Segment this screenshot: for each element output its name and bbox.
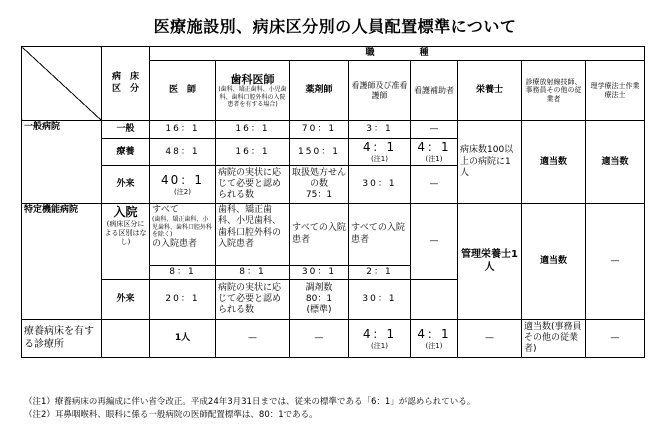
tokutei-nyuin-pharmacist: 30：1 [290, 266, 349, 280]
general-ryoyo-nurse-note: (注1) [371, 155, 388, 164]
tokutei-nyuin-physician-pre: すべて [152, 205, 179, 215]
general-gairai-dentist: 病院の実状に応じて必要と認められる数 [216, 166, 290, 204]
header-dentist-note: (歯科、矯正歯科、小児歯科、歯科口腔外科の入院患者を有する場合) [218, 86, 287, 109]
clinic-dentist: — [216, 320, 290, 358]
tokutei-gairai-pharmacist [290, 280, 349, 320]
tokutei-gairai-dentist: 病院の実状に応じて必要と認められる数 [216, 280, 290, 320]
clinic-nurse [349, 320, 411, 358]
general-hospital-label: 一般病院 [22, 121, 102, 204]
general-ippan-dentist: 16：1 [216, 121, 290, 139]
tokutei-nyuin-physician-post: の入院患者 [152, 238, 198, 249]
general-ippan-assistant: — [411, 121, 458, 139]
tokutei-nyuin-physician: 8：1 [150, 266, 216, 280]
clinic-nurse-note: (注1) [371, 341, 388, 350]
staffing-table [21, 46, 645, 358]
header-bed-category: 病 床 区 分 [102, 47, 150, 121]
general-gairai-physician [150, 166, 216, 204]
header-physician: 医 師 [150, 61, 216, 121]
tokutei-nyuin-pharmacist-desc: すべての入院患者 [290, 204, 349, 266]
general-gairai-pharmacist-label: 取扱処方せんの数 [292, 167, 347, 189]
clinic-category-empty [102, 320, 150, 358]
tokutei-dietitian: 管理栄養士1人 [458, 204, 522, 320]
general-ryoyo-nurse [349, 139, 411, 166]
general-gairai-label: 外来 [102, 166, 150, 204]
corner-cell [22, 47, 102, 121]
tokutei-gairai-nurse: 30：1 [349, 280, 411, 320]
general-gairai-pharmacist-ratio: 75：1 [305, 190, 333, 201]
general-ippan-nurse: 3：1 [349, 121, 411, 139]
clinic-pharmacist: — [290, 320, 349, 358]
general-therapist: 適当数 [586, 121, 645, 204]
tokutei-therapist: — [586, 204, 645, 320]
tokutei-nyuin-physician-desc [150, 204, 216, 266]
tokutei-nyuin-physician-sub: (歯科、矯正歯科、小児歯科、歯科口腔外科を除く) [152, 216, 213, 239]
footnotes [24, 396, 475, 422]
header-occupation: 職 種 [150, 47, 645, 61]
general-ryoyo-assistant-note: (注1) [425, 155, 443, 164]
general-ryoyo-nurse-ratio: 4：1 [362, 140, 397, 155]
general-ippan-pharmacist: 70：1 [290, 121, 349, 139]
general-gairai-assistant: — [411, 166, 458, 204]
footnote-1: （注1）療養病床の再編成に伴い省令改正。平成24年3月31日までは、従来の標準である「6：1」が認められている。 [24, 397, 476, 407]
general-ryoyo-dentist: 16：1 [216, 139, 290, 166]
general-ryoyo-assistant [411, 139, 458, 166]
tokutei-nyuin-assistant: — [411, 204, 458, 280]
general-gairai-physician-ratio: 40：1 [161, 172, 204, 187]
tokutei-nyuin-cell [102, 204, 150, 280]
clinic-nurse-ratio: 4：1 [362, 326, 397, 341]
clinic-therapist: — [586, 320, 645, 358]
page-title: 医療施設別、病床区分別の人員配置標準について [153, 17, 517, 36]
header-pharmacist: 薬剤師 [290, 61, 349, 121]
clinic-assistant [411, 320, 458, 358]
header-dentist-label: 歯科医師 [230, 72, 275, 86]
general-ryoyo-label: 療養 [102, 139, 150, 166]
tokutei-radiology-staff: 適当数 [522, 204, 586, 320]
general-ryoyo-assistant-ratio: 4：1 [417, 140, 451, 155]
general-ryoyo-physician: 48：1 [150, 139, 216, 166]
tokutei-nyuin-note: (病床区分による区別はなし) [104, 220, 147, 246]
general-radiology-staff: 適当数 [522, 121, 586, 204]
tokutei-hospital-label: 特定機能病院 [22, 204, 102, 320]
general-ippan-physician: 16：1 [150, 121, 216, 139]
clinic-radiology-staff: 適当数(事務員その他の従業者) [522, 320, 586, 358]
tokutei-gairai-pharmacist-label: 調剤数 [305, 282, 333, 293]
general-ippan-label: 一般 [102, 121, 150, 139]
clinic-assistant-ratio: 4：1 [417, 326, 451, 341]
header-therapist: 理学療法士作業療法士 [586, 61, 645, 121]
header-nursing-assistant: 看護補助者 [411, 61, 458, 121]
tokutei-gairai-pharmacist-ratio: 80：1 [305, 294, 333, 305]
general-gairai-physician-note: (注2) [174, 187, 191, 196]
header-radiology-staff: 診療放射線技師、事務員その他の従業者 [522, 61, 586, 121]
tokutei-gairai-physician: 20：1 [150, 280, 216, 320]
tokutei-nyuin-label: 入院 [113, 205, 138, 219]
general-gairai-pharmacist [290, 166, 349, 204]
clinic-dietitian: — [458, 320, 522, 358]
header-dietitian: 栄養士 [458, 61, 522, 121]
footnote-2: （注2）耳鼻咽喉科、眼科に係る一般病院の医師配置標準は、80：1である。 [24, 410, 318, 420]
general-dietitian: 病床数100以上の病院に1人 [458, 121, 522, 204]
tokutei-gairai-label: 外来 [102, 280, 150, 320]
general-ryoyo-pharmacist: 150：1 [290, 139, 349, 166]
tokutei-nyuin-nurse-desc: すべての入院患者 [349, 204, 411, 266]
general-gairai-nurse: 30：1 [349, 166, 411, 204]
clinic-physician: 1人 [150, 320, 216, 358]
tokutei-nyuin-nurse: 2：1 [349, 266, 411, 280]
clinic-label: 療養病床を有する診療所 [22, 320, 102, 358]
header-nurse: 看護師及び准看護師 [349, 61, 411, 121]
tokutei-gairai-pharmacist-note: (標準) [306, 305, 332, 316]
tokutei-nyuin-dentist-desc: 歯科、矯正歯科、小児歯科、歯科口腔外科の入院患者 [216, 204, 290, 266]
header-dentist [216, 61, 290, 121]
clinic-assistant-note: (注1) [425, 341, 443, 350]
tokutei-nyuin-dentist: 8：1 [216, 266, 290, 280]
